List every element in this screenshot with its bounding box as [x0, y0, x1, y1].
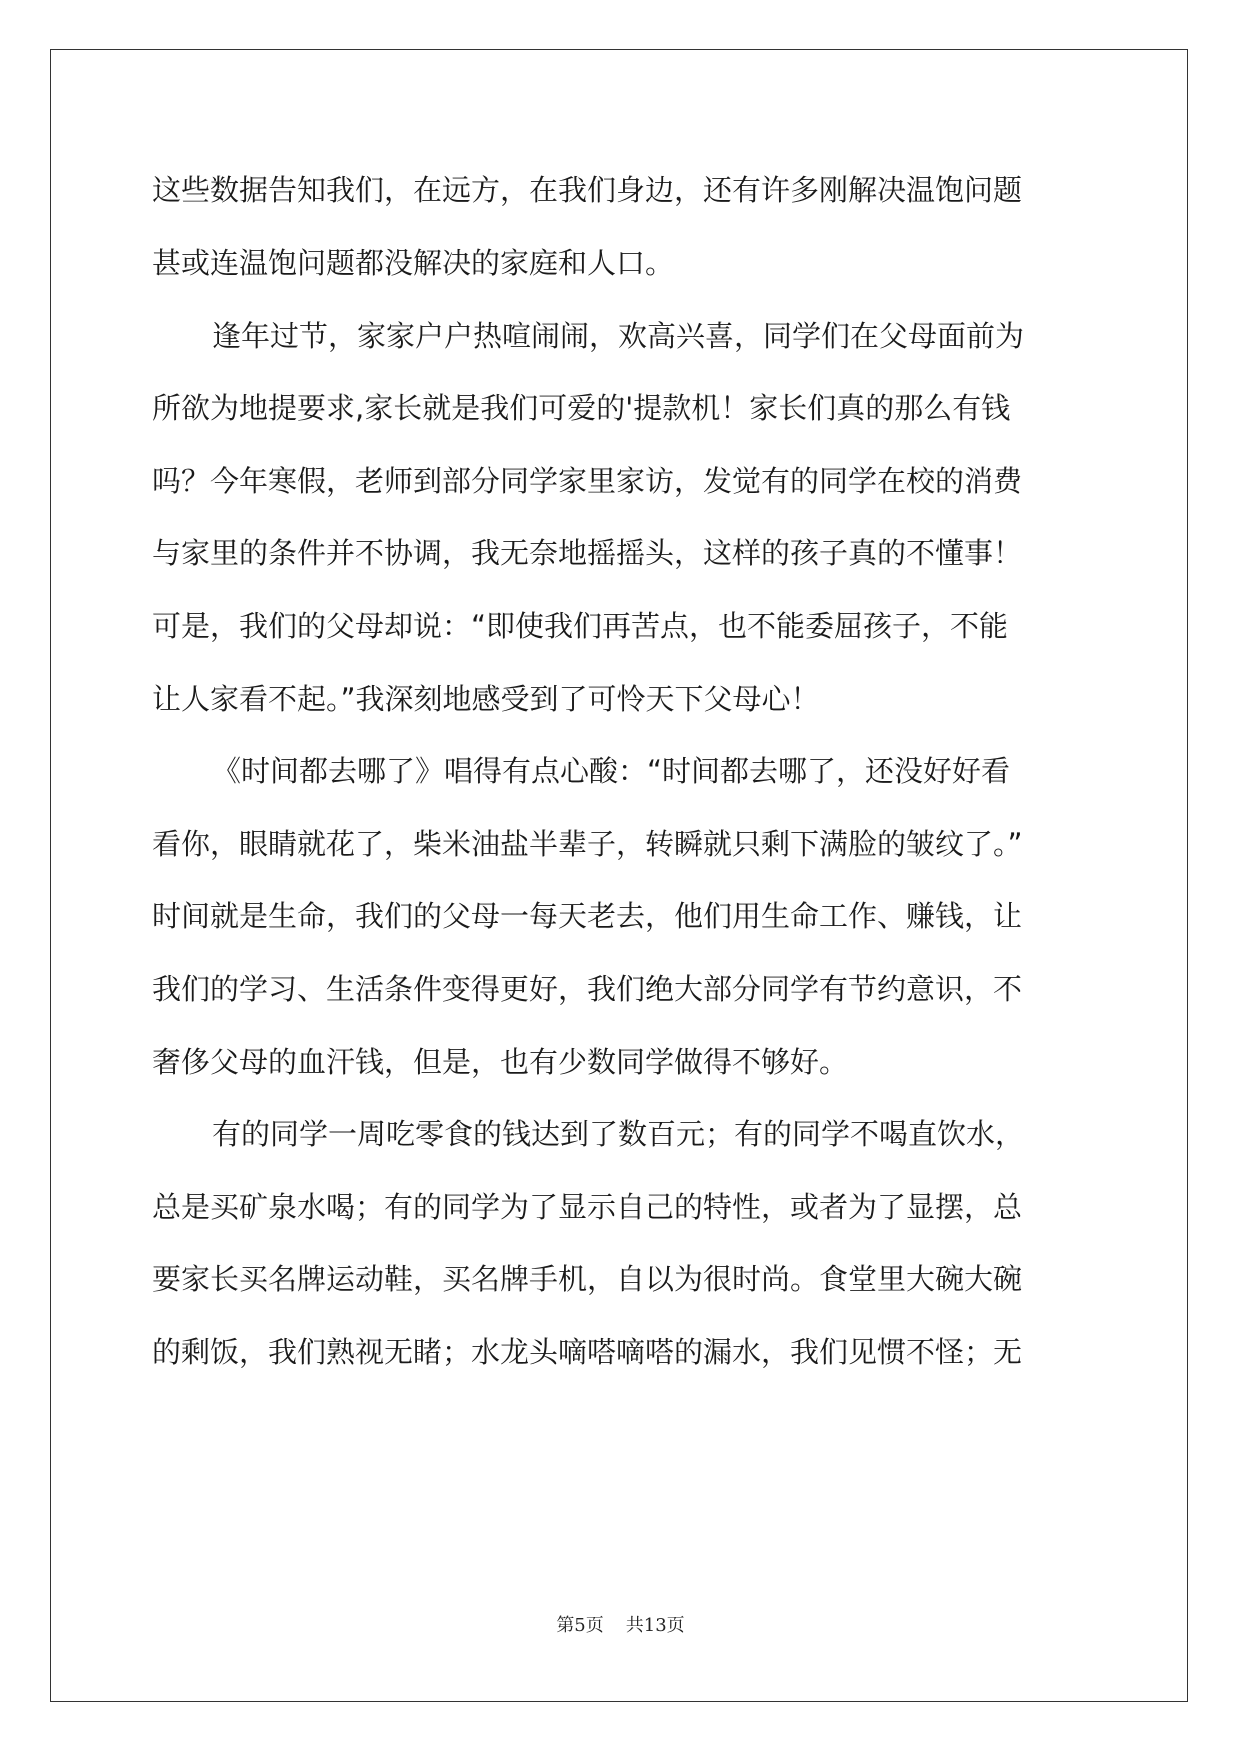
page-footer	[0, 1611, 1241, 1637]
text-line: 这些数据告知我们，在远方，在我们身边，还有许多刚解决温饱问题	[152, 173, 1023, 207]
text-line: 吗？今年寒假，老师到部分同学家里家访，发觉有的同学在校的消费	[152, 464, 1023, 498]
text-line: 总是买矿泉水喝；有的同学为了显示自己的特性，或者为了显摆，总	[152, 1190, 1023, 1224]
text-line: 甚或连温饱问题都没解决的家庭和人口。	[152, 246, 675, 280]
paragraph-first-line: 《时间都去哪了》唱得有点心酸：“时间都去哪了，还没好好看	[212, 754, 1011, 788]
text-line: 所欲为地提要求,家长就是我们可爱的'提款机！家长们真的那么有钱	[152, 391, 1011, 425]
text-line: 要家长买名牌运动鞋，买名牌手机，自以为很时尚。食堂里大碗大碗	[152, 1262, 1023, 1296]
text-line: 的剩饭，我们熟视无睹；水龙头嘀嗒嘀嗒的漏水，我们见惯不怪；无	[152, 1335, 1023, 1369]
paragraph-first-line: 逢年过节，家家户户热喧闹闹，欢高兴喜，同学们在父母面前为	[212, 319, 1025, 353]
page-total: 共13页	[625, 1615, 685, 1636]
text-line: 奢侈父母的血汗钱，但是，也有少数同学做得不够好。	[152, 1045, 849, 1079]
text-line: 可是，我们的父母却说：“即使我们再苦点，也不能委屈孩子，不能	[152, 609, 1009, 643]
page-number: 第5页	[556, 1615, 604, 1636]
text-line: 看你，眼睛就花了，柴米油盐半辈子，转瞬就只剩下满脸的皱纹了。”	[152, 827, 1023, 861]
text-line: 我们的学习、生活条件变得更好，我们绝大部分同学有节约意识，不	[152, 972, 1023, 1006]
text-line: 与家里的条件并不协调，我无奈地摇摇头，这样的孩子真的不懂事！	[152, 536, 1023, 570]
page-frame	[50, 49, 1188, 1702]
paragraph-first-line: 有的同学一周吃零食的钱达到了数百元；有的同学不喝直饮水，	[212, 1117, 1025, 1151]
text-line: 时间就是生命，我们的父母一每天老去，他们用生命工作、赚钱，让	[152, 899, 1023, 933]
text-line: 让人家看不起。”我深刻地感受到了可怜天下父母心！	[152, 682, 820, 716]
